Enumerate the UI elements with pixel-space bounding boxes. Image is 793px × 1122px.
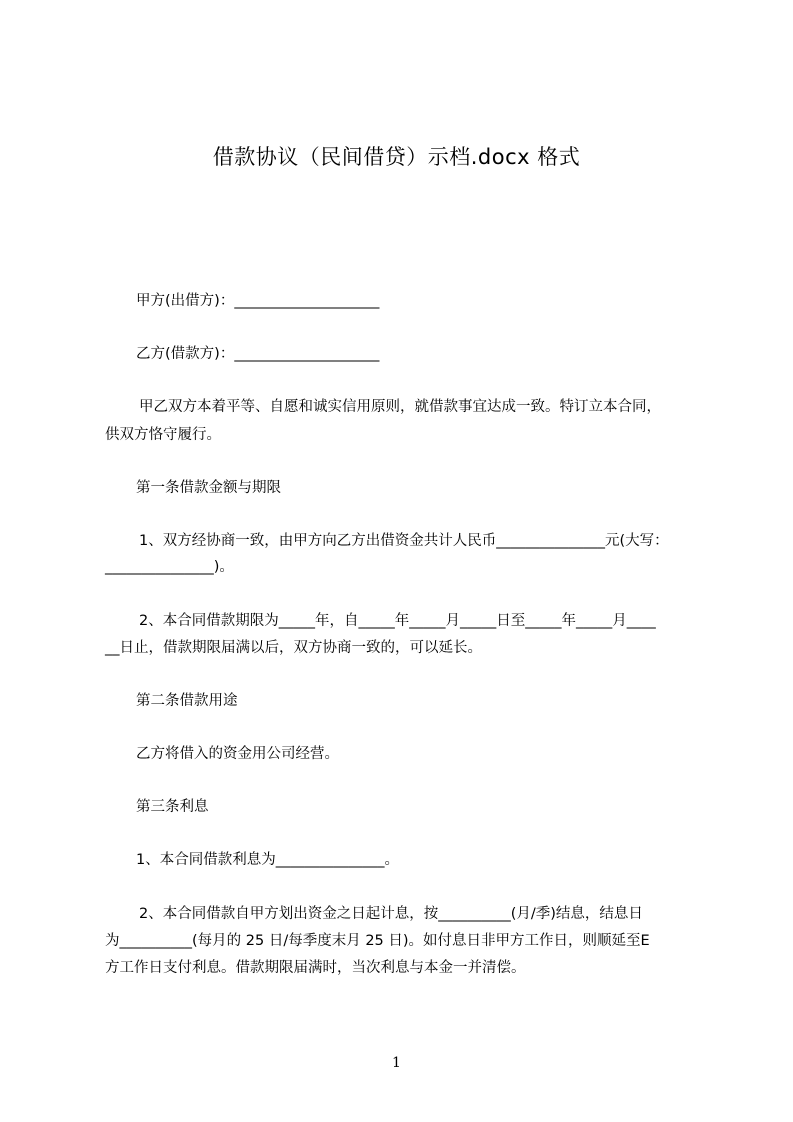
article1-clause2-line1: 2、本合同借款期限为_____年，自_____年_____月_____日至_____年_____月____ — [139, 613, 656, 629]
article1-heading: 第一条借款金额与期限 — [136, 480, 281, 496]
article3-clause2-line1: 2、本合同借款自甲方划出资金之日起计息，按__________(月/季)结息，结息日 — [139, 906, 643, 922]
party-b-line: 乙方(借款方)：____________________ — [136, 346, 380, 362]
intro-paragraph-line2: 供双方恪守履行。 — [105, 427, 221, 443]
intro-paragraph-line1: 甲乙双方本着平等、自愿和诚实信用原则，就借款事宜达成一致。特订立本合同， — [139, 399, 661, 415]
party-a-line: 甲方(出借方)：____________________ — [136, 293, 380, 309]
article2-clause1: 乙方将借入的资金用公司经营。 — [136, 746, 339, 762]
article1-clause1-line1: 1、双方经协商一致，由甲方向乙方出借资金共计人民币_______________元(大写： — [139, 533, 669, 549]
article2-heading: 第二条借款用途 — [136, 693, 238, 709]
article3-heading: 第三条利息 — [136, 799, 209, 815]
article3-clause2-line2: 为__________(每月的 25 日/每季度末月 25 日)。如付息日非甲方工作日，则顺延至E — [105, 933, 650, 949]
page-number: 1 — [392, 1055, 401, 1071]
article3-clause2-line3: 方工作日支付利息。借款期限届满时，当次利息与本金一并清偿。 — [105, 960, 526, 976]
article1-clause1-line2: _______________)。 — [105, 559, 234, 575]
article3-clause1: 1、本合同借款利息为_______________。 — [136, 852, 399, 868]
document-title: 借款协议（民间借贷）示档.docx 格式 — [212, 145, 581, 169]
article1-clause2-line2: __日止，借款期限届满以后，双方协商一致的，可以延长。 — [105, 640, 482, 656]
